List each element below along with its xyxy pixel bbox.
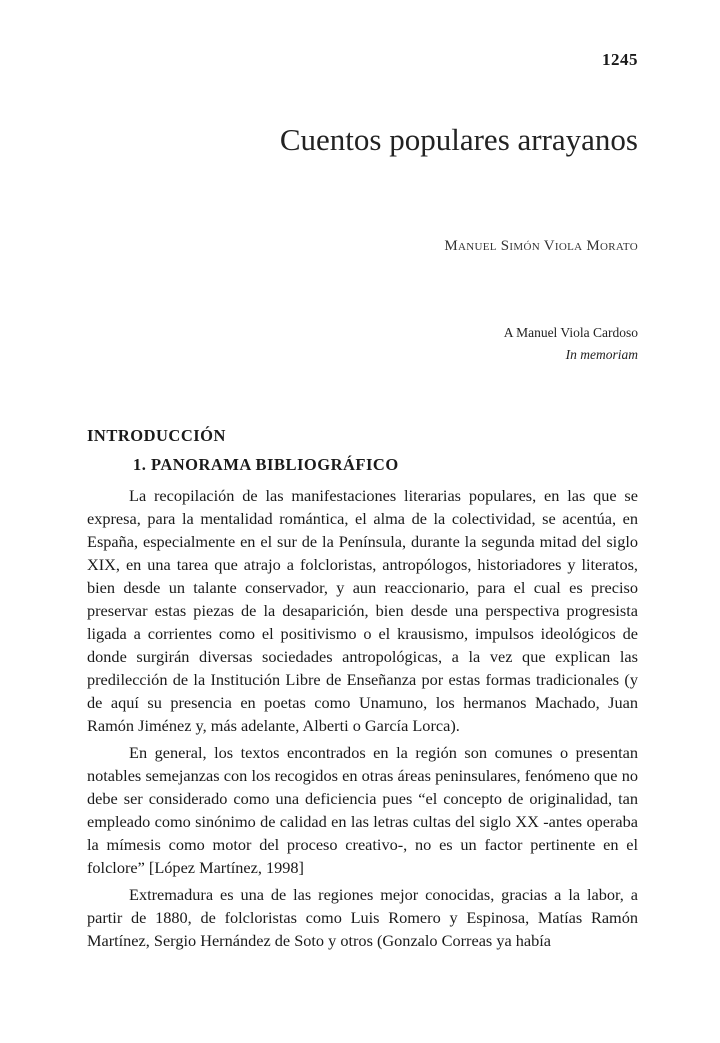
author-name: Manuel Simón Viola Morato <box>444 238 638 254</box>
subsection-heading: 1. PANORAMA BIBLIOGRÁFICO <box>133 455 399 474</box>
body-text <box>87 484 638 956</box>
dedication <box>504 322 638 366</box>
paragraph: La recopilación de las manifestaciones literarias populares, en las que se expresa, para la mentalidad romántica, el alma de la colectividad, se acentúa, en España, especialmente en el sur de la Península, durante la segunda mitad del siglo XIX, en una tarea que atrajo a folcloristas, antropólogos, historiadores y literatos, bien desde un talante conservador, y aun reaccionario, para el cual es preciso preservar estas piezas de la desaparición, bien desde una perspectiva progresista ligada a corrientes como el positivismo o el krausismo, impulsos ideológicos de donde surgirán diversas sociedades antropológicas, a la vez que explican las predilección de la Institución Libre de Enseñanza por estas formas tradicionales (y de aquí su presencia en poetas como Unamuno, los hermanos Machado, Juan Ramón Jiménez y, más adelante, Alberti o García Lorca). <box>87 486 638 735</box>
article-title: Cuentos populares arrayanos <box>279 122 638 157</box>
paragraph: En general, los textos encontrados en la región son comunes o presentan notables semejanzas con los recogidos en otras áreas peninsulares, fenómeno que no debe ser considerado como una deficiencia pues “el concepto de originalidad, tan empleado como sinónimo de calidad en las letras cultas del siglo XX -antes operaba la mímesis como motor del proceso creativo-, no es un factor pertinente en el folclore” [López Martínez, 1998] <box>87 743 638 877</box>
dedication-memoriam: In memoriam <box>565 347 638 362</box>
page-number: 1245 <box>602 50 638 69</box>
paragraph: Extremadura es una de las regiones mejor conocidas, gracias a la labor, a partir de 1880, de folcloristas como Luis Romero y Espinosa, Matías Ramón Martínez, Sergio Hernández de Soto y otros (Gonzalo Correas ya había <box>87 885 638 950</box>
section-heading: INTRODUCCIÓN <box>87 426 226 445</box>
dedication-recipient: A Manuel Viola Cardoso <box>503 325 638 340</box>
